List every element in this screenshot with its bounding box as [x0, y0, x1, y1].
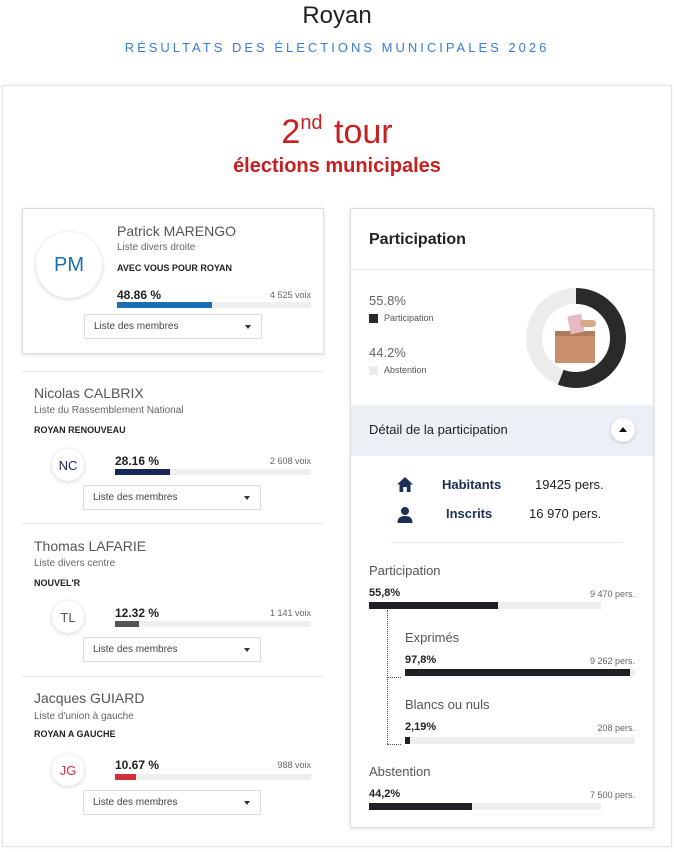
members-dropdown-label: Liste des membres — [93, 797, 178, 808]
participation-row-percent: 55,8% — [369, 587, 401, 599]
candidate-name: Thomas LAFARIE — [34, 538, 147, 554]
candidate-name: Nicolas CALBRIX — [34, 385, 144, 401]
candidate-card-marengo[interactable] — [22, 208, 324, 354]
participation-title: Participation — [369, 231, 466, 248]
candidate-result-bar — [115, 469, 311, 475]
candidate-avatar: TL — [52, 601, 84, 633]
candidate-avatar: JG — [52, 754, 84, 786]
habitants-value: 19425 pers. — [535, 477, 604, 492]
candidate-result-fill — [115, 469, 170, 475]
tree-connector — [387, 744, 401, 745]
candidate-votes: 1 141 voix — [269, 608, 311, 618]
candidate-votes: 988 voix — [277, 760, 311, 770]
candidate-list: Liste du Rassemblement National — [34, 405, 184, 416]
abstention-percent: 44.2% — [369, 345, 406, 360]
blancs-row-fill — [405, 737, 410, 744]
round-number: 2 — [281, 113, 301, 151]
candidate-result-fill — [115, 774, 136, 780]
candidate-result-bar — [117, 302, 311, 308]
candidate-result-fill — [115, 621, 139, 627]
candidate-slogan: ROYAN RENOUVEAU — [34, 425, 126, 435]
members-dropdown-label: Liste des membres — [93, 492, 178, 503]
exprimes-row-count: 9 262 pers. — [589, 656, 635, 666]
chevron-down-icon — [244, 496, 250, 500]
legend-swatch — [369, 366, 378, 375]
chevron-down-icon — [244, 648, 250, 652]
candidate-slogan: NOUVEL'R — [34, 578, 81, 588]
round-suffix: nd — [300, 112, 323, 134]
home-icon — [396, 476, 414, 494]
members-dropdown[interactable] — [84, 314, 262, 339]
divider — [22, 676, 324, 677]
candidate-result-bar — [115, 774, 311, 780]
inscrits-value: 16 970 pers. — [529, 506, 602, 521]
divider — [22, 371, 324, 372]
participation-row-bar — [369, 602, 601, 609]
blancs-row-count: 208 pers. — [597, 723, 635, 733]
city-title: Royan — [302, 2, 372, 29]
participation-donut-chart — [525, 287, 627, 389]
candidate-avatar: NC — [52, 449, 84, 481]
candidate-percent: 10.67 % — [115, 758, 160, 772]
legend-label: Participation — [384, 313, 434, 323]
exprimes-row-label: Exprimés — [405, 630, 460, 645]
exprimes-row-percent: 97,8% — [405, 654, 437, 666]
candidate-card-calbrix[interactable] — [22, 371, 324, 523]
blancs-row-bar — [405, 737, 635, 744]
blancs-row-label: Blancs ou nuls — [405, 697, 490, 712]
participation-percent: 55.8% — [369, 293, 406, 308]
chevron-down-icon — [244, 801, 250, 805]
members-dropdown-label: Liste des membres — [94, 321, 179, 332]
participation-row-fill — [369, 602, 498, 609]
members-dropdown-label: Liste des membres — [93, 644, 178, 655]
participation-detail-toggle[interactable] — [351, 405, 653, 456]
exprimes-row-bar — [405, 669, 635, 676]
legend-swatch — [369, 314, 378, 323]
candidate-votes: 4 525 voix — [269, 290, 311, 300]
habitants-label: Habitants — [442, 477, 502, 492]
chevron-down-icon — [245, 325, 251, 329]
candidate-list: Liste divers centre — [34, 558, 116, 569]
divider — [391, 542, 623, 543]
detail-label: Détail de la participation — [369, 422, 508, 437]
legend-participation — [369, 313, 434, 323]
candidate-card-guiard[interactable] — [22, 676, 324, 828]
candidate-slogan: AVEC VOUS POUR ROYAN — [117, 263, 233, 273]
round-subtitle: élections municipales — [233, 155, 441, 177]
legend-label: Abstention — [384, 365, 427, 375]
round-word: tour — [334, 113, 393, 151]
candidate-list: Liste divers droite — [117, 242, 196, 253]
candidate-percent: 48.86 % — [117, 288, 162, 302]
abstention-row-label: Abstention — [369, 764, 431, 779]
participation-row-count: 9 470 pers. — [589, 589, 635, 599]
candidate-result-fill — [117, 302, 212, 308]
candidate-name: Jacques GUIARD — [34, 690, 145, 706]
divider — [22, 523, 324, 524]
round-title — [0, 112, 674, 152]
ballot-box-icon — [555, 314, 596, 363]
abstention-row-percent: 44,2% — [369, 788, 401, 800]
chevron-up-icon — [619, 427, 627, 432]
candidate-percent: 12.32 % — [115, 606, 160, 620]
candidate-list: Liste d'union à gauche — [34, 711, 134, 722]
exprimes-row-fill — [405, 669, 630, 676]
tree-connector — [387, 677, 401, 678]
abstention-row-count: 7 500 pers. — [589, 790, 635, 800]
abstention-row-bar — [369, 803, 601, 810]
candidate-votes: 2 608 voix — [269, 456, 311, 466]
person-icon — [396, 506, 414, 524]
candidate-slogan: ROYAN A GAUCHE — [34, 729, 116, 739]
candidate-card-lafarie[interactable] — [22, 523, 324, 675]
legend-abstention — [369, 365, 427, 375]
candidate-result-bar — [115, 621, 311, 627]
candidate-percent: 28.16 % — [115, 454, 160, 468]
inscrits-label: Inscrits — [446, 506, 493, 521]
members-dropdown[interactable] — [83, 485, 261, 510]
candidate-avatar: PM — [36, 232, 102, 298]
divider — [351, 269, 653, 270]
members-dropdown[interactable] — [83, 637, 261, 662]
participation-card — [350, 208, 654, 828]
abstention-row-fill — [369, 803, 472, 810]
collapse-button[interactable] — [611, 418, 635, 442]
participation-row-label: Participation — [369, 563, 441, 578]
page-subtitle: RÉSULTATS DES ÉLECTIONS MUNICIPALES 2026 — [124, 40, 550, 55]
members-dropdown[interactable] — [83, 790, 261, 815]
candidate-name: Patrick MARENGO — [117, 223, 237, 239]
blancs-row-percent: 2,19% — [405, 721, 437, 733]
